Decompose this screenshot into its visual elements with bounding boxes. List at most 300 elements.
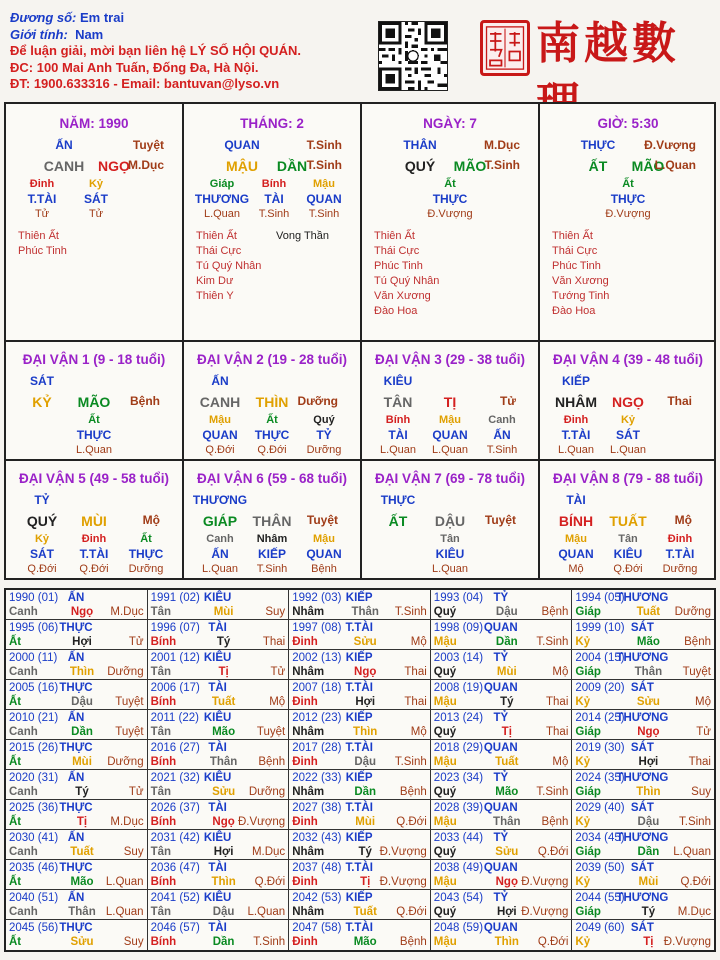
year-cell: [572, 920, 714, 950]
year-chi: Hợi: [213, 846, 234, 858]
dai-van-star: THỰC: [380, 493, 416, 507]
year-star: QUAN: [483, 682, 518, 694]
hidden-phase: T.Sinh: [308, 208, 340, 220]
year-can: Giáp: [575, 606, 601, 618]
year-phase: Tử: [128, 636, 144, 648]
year-chi: Thân: [493, 816, 521, 828]
than-sat-item: Thái Cực: [196, 245, 242, 257]
qr-code-icon[interactable]: [378, 21, 448, 91]
year-cell: [431, 620, 573, 650]
year-can: Mậu: [433, 936, 457, 948]
than-sat-item: Phúc Tinh: [18, 245, 67, 257]
year-label: 2008 (19): [433, 682, 484, 694]
year-can: Bính: [150, 636, 177, 648]
year-chi: Ngọ: [212, 816, 235, 828]
year-label: 2017 (28): [292, 742, 342, 754]
hidden-star: TÀI: [264, 192, 284, 206]
hidden-can: Giáp: [209, 178, 235, 190]
year-label: 2031 (42): [150, 832, 200, 844]
hidden-phase: L.Quan: [201, 563, 239, 575]
year-star: KIÊU: [203, 772, 232, 784]
year-cell: [431, 650, 573, 680]
year-label: 2042 (53): [292, 892, 342, 904]
year-can: Canh: [9, 606, 38, 618]
year-star: KIẾP: [345, 712, 373, 724]
year-cell: [6, 620, 148, 650]
year-star: QUAN: [483, 922, 518, 934]
year-cell: [6, 800, 148, 830]
year-chi: Dậu: [71, 696, 93, 708]
year-cell: [6, 740, 148, 770]
year-chi: Tị: [76, 816, 88, 828]
hidden-can: Canh: [206, 533, 234, 545]
year-star: TÀI: [208, 742, 227, 754]
year-cell: [289, 590, 431, 620]
dai-van-title: ĐẠI VẬN 2 (19 - 28 tuổi): [196, 352, 348, 367]
year-phase: Dưỡng: [248, 786, 286, 798]
year-cell: [289, 830, 431, 860]
year-star: TỶ: [493, 892, 509, 904]
year-phase: Tử: [270, 666, 286, 678]
dai-van-title: ĐẠI VẬN 3 (29 - 38 tuổi): [374, 352, 526, 367]
year-cell: [572, 800, 714, 830]
year-label: 2010 (21): [9, 712, 59, 724]
year-phase: Đ.Vượng: [663, 936, 711, 948]
year-cell: [572, 860, 714, 890]
year-label: 2004 (15): [575, 652, 625, 664]
hidden-can: Quý: [313, 414, 335, 426]
year-label: 2019 (30): [575, 742, 625, 754]
year-cell: [431, 860, 573, 890]
pillar-title: NGÀY: 7: [423, 116, 477, 131]
year-star: QUAN: [483, 862, 518, 874]
year-chi: Tuất: [70, 846, 94, 858]
year-chi: Tị: [501, 726, 512, 738]
year-can: Nhâm: [292, 846, 325, 858]
year-phase: Bệnh: [541, 816, 569, 828]
than-sat-item: Thiên Y: [196, 290, 234, 302]
year-star: THỰC: [59, 742, 93, 754]
year-phase: Q.Đới: [396, 906, 427, 918]
hidden-can: Kỷ: [620, 414, 636, 426]
year-chi: Ngọ: [495, 876, 518, 888]
year-star: TÀI: [208, 622, 227, 634]
year-can: Giáp: [575, 666, 601, 678]
year-can: Quý: [433, 786, 457, 798]
year-label: 2035 (46): [9, 862, 59, 874]
year-star: THỰC: [59, 862, 93, 874]
year-cell: [6, 920, 148, 950]
dai-van-phase: Tử: [499, 394, 516, 408]
year-cell: [572, 890, 714, 920]
year-chi: Dần: [495, 636, 518, 648]
than-sat-item: Đào Hoa: [374, 305, 418, 317]
year-chi: Tý: [216, 636, 231, 648]
year-phase: Mộ: [410, 726, 427, 738]
year-star: THỰC: [59, 622, 93, 634]
year-cell: [572, 710, 714, 740]
year-star: KIÊU: [203, 832, 232, 844]
year-star: T.TÀI: [345, 682, 373, 694]
year-chi: Dậu: [495, 606, 518, 618]
year-chi: Mão: [495, 786, 519, 798]
year-star: TỶ: [493, 652, 509, 664]
year-chi: Tị: [218, 666, 229, 678]
hidden-can: Đinh: [667, 533, 693, 545]
pillar-2: [184, 104, 362, 342]
year-phase: L.Quan: [105, 876, 144, 888]
year-chi: Tý: [75, 786, 89, 798]
year-label: 2014 (25): [575, 712, 625, 724]
year-chi: Mùi: [355, 816, 376, 828]
year-star: THƯƠNG: [616, 892, 669, 904]
year-phase: T.Sinh: [394, 606, 427, 618]
dai-van-phase: Dưỡng: [297, 394, 338, 408]
year-chi: Sửu: [212, 786, 236, 798]
year-cell: [431, 890, 573, 920]
year-chi: Thân: [68, 906, 96, 918]
year-phase: Mộ: [269, 696, 286, 708]
year-label: 2026 (37): [150, 802, 200, 814]
hidden-phase: Tử: [88, 208, 104, 220]
year-phase: Q.Đới: [396, 816, 427, 828]
pillar-3: [362, 104, 540, 342]
seal-stamp-icon: [480, 20, 530, 76]
dai-van-title: ĐẠI VẬN 8 (79 - 88 tuổi): [552, 471, 704, 486]
year-star: ẤN: [67, 652, 85, 664]
dai-van-4: [540, 342, 714, 461]
year-star: ẤN: [67, 592, 85, 604]
year-phase: Đ.Vượng: [521, 876, 569, 888]
pillar-can: CANH: [43, 158, 85, 174]
pillar-chi: DẦN: [276, 158, 308, 174]
hidden-star: THỰC: [128, 547, 164, 561]
year-can: Nhâm: [292, 666, 325, 678]
year-cell: [6, 830, 148, 860]
year-phase: Đ.Vượng: [379, 876, 427, 888]
dai-van-phase: Tuyệt: [306, 513, 338, 527]
year-star: THƯƠNG: [616, 592, 669, 604]
year-label: 1996 (07): [150, 622, 200, 634]
year-phase: Bệnh: [399, 936, 427, 948]
year-cell: [6, 860, 148, 890]
year-label: 2012 (23): [292, 712, 342, 724]
year-phase: Suy: [123, 846, 144, 858]
year-label: 2036 (47): [150, 862, 200, 874]
year-cell: [289, 710, 431, 740]
year-star: KIẾP: [345, 892, 373, 904]
hidden-phase: L.Quan: [379, 444, 417, 456]
year-label: 2038 (49): [433, 862, 484, 874]
year-label: 2032 (43): [292, 832, 342, 844]
year-phase: T.Sinh: [253, 936, 286, 948]
pillar-phase-2: T.Sinh: [484, 158, 520, 172]
year-can: Bính: [150, 756, 177, 768]
year-label: 1993 (04): [433, 592, 484, 604]
year-can: Giáp: [575, 786, 601, 798]
year-can: Quý: [433, 726, 457, 738]
year-chi: Dần: [71, 726, 93, 738]
year-cell: [148, 830, 290, 860]
year-star: T.TÀI: [345, 862, 373, 874]
year-can: Đinh: [292, 696, 318, 708]
than-sat-item: Tướng Tinh: [552, 290, 610, 302]
year-cell: [572, 590, 714, 620]
year-cell: [6, 710, 148, 740]
than-sat-item: Đào Hoa: [552, 305, 596, 317]
year-chi: Tị: [360, 876, 371, 888]
year-phase: Q.Đới: [537, 936, 569, 948]
year-phase: Mộ: [552, 666, 569, 678]
year-cell: [572, 680, 714, 710]
hidden-star: QUAN: [558, 547, 594, 561]
hidden-star: THỰC: [76, 428, 112, 442]
than-sat-item: Văn Xương: [374, 290, 431, 302]
year-label: 2022 (33): [292, 772, 342, 784]
year-star: TÀI: [208, 802, 227, 814]
year-label: 1990 (01): [9, 592, 59, 604]
brand-title: 南越數: [536, 18, 680, 69]
year-chi: Thìn: [636, 786, 661, 798]
year-label: 2006 (17): [150, 682, 200, 694]
hidden-phase: T.Sinh: [486, 444, 518, 456]
year-cell: [148, 740, 290, 770]
hidden-phase: L.Quan: [557, 444, 595, 456]
hidden-can: Kỷ: [88, 178, 104, 190]
than-sat-item: Thái Cực: [374, 245, 420, 257]
dai-van-star: TỶ: [34, 493, 50, 507]
year-can: Tân: [150, 666, 172, 678]
hidden-star: SÁT: [616, 428, 640, 442]
year-can: Kỷ: [575, 876, 591, 888]
year-phase: Tuyệt: [682, 666, 711, 678]
year-phase: Tuyệt: [115, 726, 144, 738]
year-star: TÀI: [208, 682, 227, 694]
than-sat-item: Thiên Ất: [374, 230, 415, 242]
dai-van-star: KIÊU: [383, 374, 413, 388]
hidden-star: KIÊU: [613, 547, 643, 561]
year-label: 2016 (27): [150, 742, 200, 754]
year-star: KIÊU: [203, 892, 232, 904]
year-star: SÁT: [630, 862, 654, 874]
hidden-phase: Q.Đới: [27, 563, 57, 575]
year-can: Ất: [9, 756, 22, 768]
year-cell: [431, 680, 573, 710]
hidden-star: T.TÀI: [665, 547, 695, 561]
year-cell: [431, 710, 573, 740]
hidden-star: QUAN: [202, 428, 238, 442]
pillar-can: QUÝ: [404, 158, 436, 174]
dai-van-phase: Bệnh: [130, 394, 160, 408]
year-can: Mậu: [433, 636, 457, 648]
year-label: 2048 (59): [433, 922, 484, 934]
year-star: SÁT: [630, 622, 654, 634]
hidden-star: SÁT: [30, 547, 54, 561]
hidden-phase: L.Quan: [203, 208, 241, 220]
hidden-phase: T.Sinh: [258, 208, 290, 220]
dai-van-can: ẤT: [388, 513, 408, 529]
year-phase: Tuyệt: [256, 726, 286, 738]
hidden-can: Đinh: [29, 178, 55, 190]
year-phase: Thai: [546, 696, 569, 708]
dai-van-7: [362, 461, 540, 580]
year-chi: Dậu: [212, 906, 235, 918]
year-star: QUAN: [483, 802, 518, 814]
year-star: TỶ: [493, 712, 509, 724]
than-sat-item: Thiên Ất: [196, 230, 237, 242]
hidden-can: Ất: [266, 414, 278, 426]
year-chi: Thân: [209, 756, 238, 768]
year-chi: Tuất: [353, 906, 377, 918]
than-sat-item: Tú Quý Nhân: [374, 275, 440, 287]
dai-van-2: [184, 342, 362, 461]
year-label: 2015 (26): [9, 742, 59, 754]
year-phase: Đ.Vượng: [379, 846, 427, 858]
dai-van-star: KIẾP: [561, 374, 591, 388]
year-label: 2039 (50): [575, 862, 625, 874]
year-label: 2033 (44): [433, 832, 484, 844]
year-phase: Dưỡng: [107, 666, 144, 678]
year-chi: Dần: [354, 786, 377, 798]
hidden-can: Nhâm: [256, 533, 288, 545]
year-label: 2037 (48): [292, 862, 342, 874]
year-cell: [431, 800, 573, 830]
year-label: 2044 (55): [575, 892, 625, 904]
pillar-phase: T.Sinh: [306, 138, 342, 152]
dai-van-can: TÂN: [383, 394, 413, 410]
year-can: Nhâm: [292, 786, 325, 798]
hidden-star: THƯƠNG: [194, 192, 250, 206]
year-can: Kỷ: [575, 936, 591, 948]
dai-van-can: QUÝ: [26, 513, 58, 529]
year-chi: Thìn: [211, 876, 236, 888]
pillar-phase: M.Dục: [484, 138, 520, 152]
year-can: Tân: [150, 726, 172, 738]
dai-van-can: BÍNH: [558, 513, 594, 529]
year-chi: Hợi: [496, 906, 517, 918]
year-cell: [289, 860, 431, 890]
year-chi: Thìn: [353, 726, 378, 738]
year-star: TÀI: [208, 922, 227, 934]
year-label: 2027 (38): [292, 802, 342, 814]
year-cell: [289, 740, 431, 770]
hidden-can: Ất: [444, 178, 456, 190]
year-cell: [148, 620, 290, 650]
year-can: Tân: [150, 606, 172, 618]
dai-van-3: [362, 342, 540, 461]
dai-van-phase: Mộ: [674, 513, 692, 527]
year-star: TỶ: [493, 592, 509, 604]
dai-van-star: SÁT: [30, 374, 54, 388]
year-star: KIÊU: [203, 592, 232, 604]
hidden-star: ẤN: [493, 428, 511, 442]
year-label: 2041 (52): [150, 892, 200, 904]
year-label: 2029 (40): [575, 802, 625, 814]
hidden-star: TÀI: [388, 428, 408, 442]
year-can: Quý: [433, 666, 457, 678]
dai-van-star: ẤN: [211, 374, 229, 388]
year-can: Ất: [9, 696, 22, 708]
year-phase: Tuyệt: [115, 696, 144, 708]
year-label: 1994 (05): [575, 592, 625, 604]
than-sat-item: Phúc Tinh: [374, 260, 423, 272]
year-can: Tân: [150, 906, 172, 918]
year-phase: Q.Đới: [680, 876, 711, 888]
year-can: Bính: [150, 876, 177, 888]
year-chi: Tý: [500, 696, 514, 708]
dai-van-chi: NGỌ: [612, 394, 644, 410]
year-label: 2001 (12): [150, 652, 200, 664]
year-cell: [431, 830, 573, 860]
dai-van-can: KỶ: [32, 394, 52, 410]
year-can: Quý: [433, 606, 457, 618]
year-phase: Thai: [404, 666, 427, 678]
year-label: 2034 (45): [575, 832, 625, 844]
pillar-phase-2: T.Sinh: [306, 158, 342, 172]
year-cell: [148, 770, 290, 800]
year-cell: [148, 590, 290, 620]
year-can: Đinh: [292, 876, 318, 888]
year-cell: [148, 650, 290, 680]
dai-van-title: ĐẠI VẬN 1 (9 - 18 tuổi): [22, 352, 166, 367]
year-cell: [572, 770, 714, 800]
hidden-can: Mậu: [313, 533, 335, 545]
year-chi: Tuất: [636, 606, 661, 618]
year-phase: Suy: [691, 786, 711, 798]
hidden-can: Tân: [440, 533, 460, 545]
year-star: ẤN: [67, 712, 85, 724]
dai-van-title: ĐẠI VẬN 4 (39 - 48 tuổi): [552, 352, 704, 367]
year-chi: Tị: [643, 936, 654, 948]
hidden-can: Mậu: [209, 414, 231, 426]
header-info: [10, 10, 370, 93]
year-cell: [572, 620, 714, 650]
year-chi: Mùi: [72, 756, 92, 768]
year-phase: T.Sinh: [394, 756, 427, 768]
year-cell: [148, 710, 290, 740]
year-label: 2011 (22): [150, 712, 199, 724]
year-cell: [289, 620, 431, 650]
year-cell: [431, 770, 573, 800]
year-star: SÁT: [630, 742, 654, 754]
gender-line: Giới tính: Nam: [10, 26, 104, 42]
hidden-star: T.TÀI: [79, 547, 109, 561]
year-can: Canh: [9, 846, 38, 858]
year-can: Nhâm: [292, 726, 325, 738]
year-star: KIẾP: [345, 772, 373, 784]
hidden-can: Kỷ: [34, 533, 50, 545]
year-phase: Mộ: [410, 636, 427, 648]
year-label: 2018 (29): [433, 742, 484, 754]
year-phase: Bệnh: [258, 756, 286, 768]
hidden-star: TỶ: [316, 428, 332, 442]
hidden-phase: Đ.Vượng: [427, 208, 473, 220]
dai-van-5: [6, 461, 184, 580]
hidden-can: Mậu: [313, 178, 335, 190]
address-line: ĐC: 100 Mai Anh Tuấn, Đống Đa, Hà Nội.: [10, 59, 259, 75]
hidden-star: QUAN: [306, 192, 342, 206]
hidden-phase: Dưỡng: [128, 563, 164, 575]
hidden-phase: Q.Đới: [205, 444, 235, 456]
hidden-can: Bính: [385, 414, 411, 426]
year-label: 2025 (36): [9, 802, 59, 814]
year-phase: L.Quan: [673, 846, 711, 858]
year-phase: Thai: [404, 696, 427, 708]
hidden-can: Ất: [88, 414, 100, 426]
year-cell: [572, 830, 714, 860]
year-chi: Mão: [353, 936, 377, 948]
hidden-phase: Đ.Vượng: [605, 208, 651, 220]
